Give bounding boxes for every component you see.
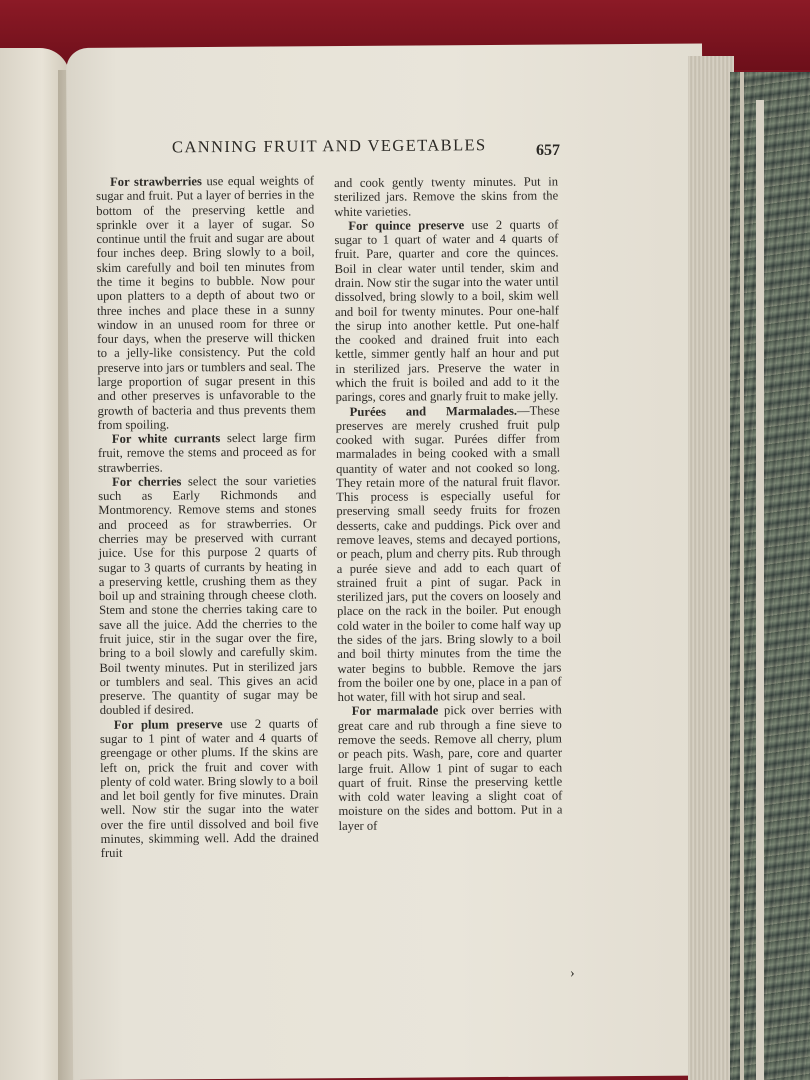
paragraph (98, 431, 316, 475)
paragraph-lead: For strawberries (109, 174, 202, 189)
paragraph-lead: For quince preserve (348, 217, 465, 233)
paragraph-text: select the sour varieties such as Early Richmonds and Montmorency. Remove stems and stones and proceed as for strawberries. Or cherries may be preserved with currant juice. Use for this purpose 2 quarts of sugar to 3 quarts of currants by heating in a preserving kettle, crushing them as they boil up and straining through cheese cloth. Stem and stone the cherries taking care to save all the juice. Add the cherries to the fruit juice, stir in the sugar over the fire, bring to a boil slowly and carefully skim. Boil twenty minutes. Put in sterilized jars or tumblers and seal. This gives an acid preserve. The quantity of sugar may be doubled if desired. (98, 473, 318, 718)
paragraph (100, 716, 319, 860)
text-column-left (96, 173, 319, 860)
paragraph-lead: Purées and Marmalades. (349, 403, 518, 419)
paragraph-lead: For white currants (111, 431, 221, 446)
paragraph (334, 174, 558, 218)
page-stack-edges (688, 56, 734, 1080)
paragraph (336, 403, 562, 704)
page-edge-divider (740, 72, 744, 1080)
paragraph-text: pick over berries with great care and rub through a fine sieve to remove the seeds. Remove all cherry, plum or peach pits. Wash, pare, core and quarter large fruit. Allow 1 pint of sugar to each quart of fruit. Rinse the preserving kettle with cold water leaving a slight coat of moisture on the sides and bottom. Put in a layer of (337, 702, 563, 833)
paragraph (334, 217, 559, 404)
paragraph (338, 703, 563, 833)
paragraph-text: select large firm fruit, remove the stems and proceed as for strawberries. (97, 430, 316, 475)
paragraph-lead: For plum preserve (113, 716, 223, 732)
page-edge-divider (756, 100, 764, 1080)
paragraph-text: use equal weights of sugar and fruit. Put a layer of berries in the bottom of the preserving kettle and sprinkle over it a layer of sugar. So continue until the fruit and sugar are about four inches deep. Bring slowly to a boil, skim carefully and boil ten minutes from the time it begins to bubble. Now pour upon platters to a depth of about two or three inches and place these in a sunny window in an unused room for three or four days, when the preserve will thicken to a jelly-like consistency. Put the cold preserve into jars or tumblers and seal. The large proportion of sugar present in this and other preserves is unfavorable to the growth of bacteria and thus prevents them from spoiling. (96, 173, 316, 432)
paragraph-text: and cook gently twenty minutes. Put in sterilized jars. Remove the skins from the white varieties. (334, 174, 559, 219)
paragraph-lead: For marmalade (351, 703, 439, 719)
paragraph-text: use 2 quarts of sugar to 1 pint of water and 4 quarts of greengage or other plums. If the skins are left on, prick the fruit and cover with plenty of cold water. Bring slowly to a boil and let boil gently for five minutes. Drain well. Now stir the sugar into the water over the fire until dissolved and boil five minutes, skimming well. Add the drained fruit (99, 716, 319, 861)
paragraph-text: use 2 quarts of sugar to 1 quart of water and 4 quarts of fruit. Pare, quarter and core the quinces. Boil in clear water until tender, skim and drain. Now stir the sugar into the water until dissolved, bring slowly to a boil, skim well and boil for twenty minutes. Pour one-half the sirup into another kettle. Put one-half the cooked and drained fruit into each kettle, simmer gently half an hour and put in sterilized jars. Preserve the water in which the fruit is boiled and add to it the parings, cores and gnarly fruit to make jelly. (334, 217, 560, 405)
paragraph-lead: For cherries (112, 474, 182, 489)
paragraph (96, 173, 316, 432)
printer-mark: › (570, 966, 575, 981)
page-number: 657 (536, 142, 560, 159)
running-header: CANNING FRUIT AND VEGETABLES (171, 135, 487, 157)
paragraph (98, 473, 318, 717)
paragraph-text: —These preserves are merely crushed fruit pulp cooked with sugar. Purées differ from marmalades in being cooked with a small quantity of water and not cooked so long. They retain more of the natural fruit flavor. This process is especially useful for preserving small seedy fruits for frozen desserts, cake and puddings. Pick over and remove leaves, stems and decayed portions, or peach, plum and cherry pits. Rub through a purée sieve and add to each quart of strained fruit a pint of sugar. Pack in sterilized jars, put the covers on loosely and place on the rack in the boiler. Put enough cold water in the boiler to come half way up the sides of the jars. Bring slowly to a boil and boil thirty minutes from the time the water begins to bubble. Remove the jars from the boiler one by one, place in a pan of hot water, fill with hot sirup and seal. (335, 402, 562, 705)
text-column-right (334, 174, 563, 832)
